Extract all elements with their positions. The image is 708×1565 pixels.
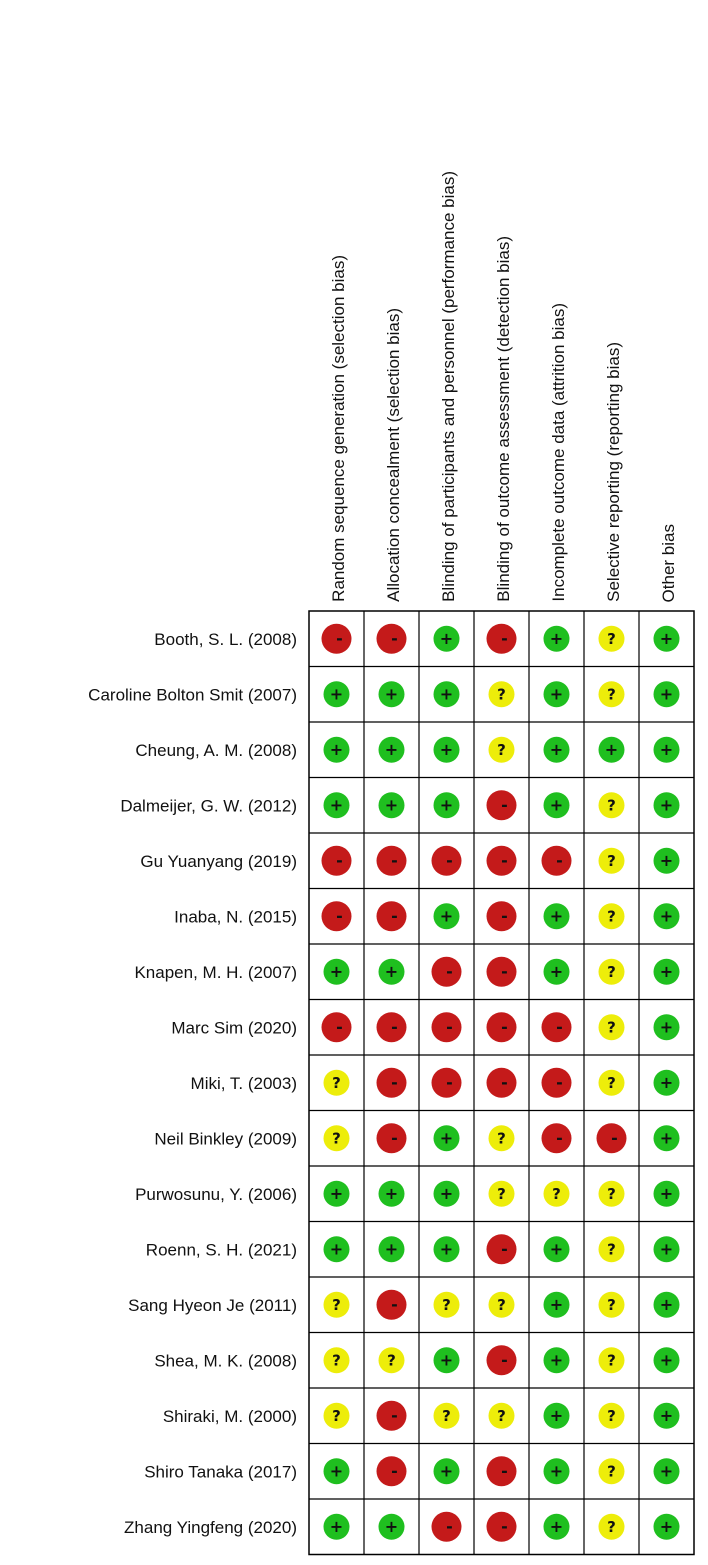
rating-symbol: + — [549, 1239, 564, 1259]
rating-mark-unclear-risk — [379, 1347, 405, 1373]
rating-symbol: ? — [607, 1351, 616, 1370]
rating-mark-low-risk — [654, 848, 680, 874]
rating-symbol: - — [501, 1461, 508, 1481]
rating-mark-unclear-risk — [599, 1292, 625, 1318]
rating-mark-low-risk — [544, 903, 570, 929]
rating-mark-unclear-risk — [599, 848, 625, 874]
rating-symbol: - — [446, 1072, 453, 1092]
rating-symbol: - — [611, 1128, 618, 1148]
rating-symbol: + — [329, 684, 344, 704]
rating-symbol: ? — [607, 796, 616, 815]
study-label: Purwosunu, Y. (2006) — [135, 1184, 297, 1204]
rating-mark-low-risk — [434, 792, 460, 818]
rating-mark-high-risk — [322, 846, 352, 876]
rating-symbol: + — [549, 1405, 564, 1425]
rating-symbol: ? — [442, 1295, 451, 1314]
rating-mark-high-risk — [377, 846, 407, 876]
rating-symbol: - — [501, 1017, 508, 1037]
rating-symbol: ? — [497, 1295, 506, 1314]
rating-symbol: ? — [332, 1295, 341, 1314]
rating-mark-low-risk — [324, 1181, 350, 1207]
rating-mark-low-risk — [654, 1070, 680, 1096]
rating-mark-low-risk — [544, 737, 570, 763]
rating-symbol: + — [439, 906, 454, 926]
rating-mark-high-risk — [542, 1123, 572, 1153]
study-label: Inaba, N. (2015) — [174, 907, 297, 927]
rating-mark-low-risk — [654, 1514, 680, 1540]
rating-mark-low-risk — [654, 959, 680, 985]
rating-symbol: ? — [332, 1073, 341, 1092]
column-header: Other bias — [658, 523, 678, 602]
rating-symbol: + — [439, 1183, 454, 1203]
rating-mark-high-risk — [377, 901, 407, 931]
rating-mark-low-risk — [654, 1347, 680, 1373]
rating-symbol: + — [439, 1239, 454, 1259]
rating-mark-high-risk — [487, 1512, 517, 1542]
rating-symbol: ? — [552, 1184, 561, 1203]
rating-mark-unclear-risk — [599, 1514, 625, 1540]
rating-mark-unclear-risk — [434, 1292, 460, 1318]
rating-symbol: + — [659, 1239, 674, 1259]
rating-symbol: + — [384, 739, 399, 759]
rating-symbol: ? — [442, 1406, 451, 1425]
rating-symbol: + — [549, 906, 564, 926]
rating-mark-unclear-risk — [489, 1292, 515, 1318]
rating-mark-unclear-risk — [434, 1403, 460, 1429]
rating-mark-unclear-risk — [599, 1347, 625, 1373]
rating-mark-high-risk — [487, 1345, 517, 1375]
study-label: Shiraki, M. (2000) — [162, 1406, 297, 1426]
rating-symbol: ? — [497, 1406, 506, 1425]
rating-symbol: ? — [607, 1462, 616, 1481]
rating-mark-low-risk — [544, 1236, 570, 1262]
rating-symbol: - — [501, 795, 508, 815]
rating-symbol: + — [659, 684, 674, 704]
rating-mark-low-risk — [654, 1403, 680, 1429]
rating-mark-low-risk — [324, 737, 350, 763]
rating-mark-low-risk — [434, 903, 460, 929]
rating-mark-low-risk — [434, 737, 460, 763]
study-label: Dalmeijer, G. W. (2012) — [120, 796, 297, 816]
column-header: Selective reporting (reporting bias) — [603, 342, 623, 602]
rating-mark-low-risk — [324, 792, 350, 818]
rating-mark-unclear-risk — [324, 1292, 350, 1318]
rating-mark-low-risk — [544, 792, 570, 818]
rating-symbol: + — [384, 1183, 399, 1203]
rating-mark-low-risk — [324, 959, 350, 985]
rating-symbol: + — [329, 1183, 344, 1203]
rating-mark-high-risk — [377, 1123, 407, 1153]
rating-symbol: ? — [607, 1295, 616, 1314]
rating-symbol: + — [329, 1239, 344, 1259]
rating-symbol: + — [549, 795, 564, 815]
study-label: Neil Binkley (2009) — [154, 1129, 297, 1149]
rating-mark-low-risk — [379, 1236, 405, 1262]
rating-mark-unclear-risk — [324, 1125, 350, 1151]
rating-mark-low-risk — [324, 1514, 350, 1540]
column-header: Allocation concealment (selection bias) — [383, 308, 403, 602]
rating-mark-low-risk — [434, 626, 460, 652]
rating-symbol: + — [659, 628, 674, 648]
rating-symbol: + — [384, 795, 399, 815]
rating-mark-unclear-risk — [599, 903, 625, 929]
rating-mark-unclear-risk — [599, 959, 625, 985]
rating-symbol: - — [556, 1017, 563, 1037]
study-label: Cheung, A. M. (2008) — [135, 740, 297, 760]
rating-symbol: - — [391, 1461, 398, 1481]
rating-symbol: + — [549, 1294, 564, 1314]
rating-mark-unclear-risk — [599, 626, 625, 652]
rating-mark-high-risk — [487, 846, 517, 876]
rating-symbol: ? — [607, 1073, 616, 1092]
rating-symbol: - — [501, 628, 508, 648]
rating-symbol: ? — [607, 1240, 616, 1259]
rating-symbol: + — [659, 795, 674, 815]
rating-symbol: - — [446, 961, 453, 981]
rating-symbol: - — [501, 1072, 508, 1092]
rating-mark-unclear-risk — [489, 737, 515, 763]
rating-symbol: - — [501, 961, 508, 981]
rating-mark-high-risk — [377, 1401, 407, 1431]
rating-mark-high-risk — [432, 1068, 462, 1098]
rating-symbol: + — [549, 628, 564, 648]
rating-symbol: + — [439, 628, 454, 648]
rating-symbol: ? — [607, 907, 616, 926]
rating-mark-high-risk — [487, 1012, 517, 1042]
rating-mark-unclear-risk — [544, 1181, 570, 1207]
rating-symbol: - — [391, 1128, 398, 1148]
rating-symbol: - — [336, 906, 343, 926]
rating-mark-high-risk — [432, 1012, 462, 1042]
rating-symbol: + — [659, 1461, 674, 1481]
rating-symbol: - — [501, 1516, 508, 1536]
rating-mark-low-risk — [599, 737, 625, 763]
rating-symbol: ? — [497, 740, 506, 759]
rating-symbol: + — [659, 1128, 674, 1148]
rating-mark-low-risk — [434, 1236, 460, 1262]
rating-mark-low-risk — [654, 1292, 680, 1318]
rating-mark-unclear-risk — [324, 1403, 350, 1429]
study-label: Shiro Tanaka (2017) — [144, 1462, 297, 1482]
rating-mark-low-risk — [434, 681, 460, 707]
rating-symbol: ? — [607, 1406, 616, 1425]
rating-mark-low-risk — [654, 903, 680, 929]
rating-symbol: + — [659, 1405, 674, 1425]
rating-symbol: ? — [607, 1018, 616, 1037]
rating-symbol: + — [604, 739, 619, 759]
rating-mark-unclear-risk — [489, 1125, 515, 1151]
rating-symbol: + — [659, 1516, 674, 1536]
rating-symbol: - — [501, 1350, 508, 1370]
rating-mark-low-risk — [379, 737, 405, 763]
study-label: Marc Sim (2020) — [171, 1018, 297, 1038]
rating-mark-unclear-risk — [489, 1403, 515, 1429]
rating-symbol: + — [549, 739, 564, 759]
rating-mark-low-risk — [379, 959, 405, 985]
rating-symbol: ? — [607, 685, 616, 704]
study-label: Knapen, M. H. (2007) — [134, 962, 297, 982]
rating-symbol: - — [391, 1405, 398, 1425]
rating-mark-low-risk — [324, 681, 350, 707]
rating-symbol: + — [329, 961, 344, 981]
rating-mark-low-risk — [379, 1181, 405, 1207]
rating-mark-high-risk — [542, 1012, 572, 1042]
rating-symbol: + — [439, 1350, 454, 1370]
rating-mark-low-risk — [654, 1125, 680, 1151]
rating-mark-low-risk — [434, 1458, 460, 1484]
rating-mark-low-risk — [654, 626, 680, 652]
rating-mark-low-risk — [654, 681, 680, 707]
rating-mark-unclear-risk — [599, 681, 625, 707]
rating-mark-low-risk — [379, 681, 405, 707]
rating-mark-high-risk — [377, 1068, 407, 1098]
rating-mark-high-risk — [487, 790, 517, 820]
rating-symbol: - — [391, 1072, 398, 1092]
rating-mark-low-risk — [544, 959, 570, 985]
rating-symbol: - — [446, 1516, 453, 1536]
rating-mark-low-risk — [654, 1014, 680, 1040]
rating-symbol: + — [329, 1516, 344, 1536]
study-label: Zhang Yingfeng (2020) — [124, 1517, 297, 1537]
column-header: Incomplete outcome data (attrition bias) — [548, 303, 568, 602]
rating-symbol: - — [556, 850, 563, 870]
rating-symbol: ? — [607, 1517, 616, 1536]
rating-symbol: + — [549, 684, 564, 704]
rating-symbol: + — [329, 795, 344, 815]
rating-symbol: - — [501, 850, 508, 870]
rating-symbol: ? — [607, 1184, 616, 1203]
study-label: Sang Hyeon Je (2011) — [128, 1295, 297, 1315]
rating-symbol: + — [329, 739, 344, 759]
study-label: Caroline Bolton Smit (2007) — [88, 685, 297, 705]
rating-mark-low-risk — [544, 1403, 570, 1429]
rating-symbol: ? — [497, 685, 506, 704]
rating-mark-low-risk — [434, 1125, 460, 1151]
rating-symbol: - — [446, 1017, 453, 1037]
rating-symbol: + — [384, 961, 399, 981]
study-label: Miki, T. (2003) — [190, 1073, 297, 1093]
rating-mark-low-risk — [654, 1458, 680, 1484]
rating-symbol: + — [439, 795, 454, 815]
rating-mark-high-risk — [377, 1290, 407, 1320]
rating-symbol: - — [336, 850, 343, 870]
rating-symbol: ? — [607, 962, 616, 981]
rating-mark-unclear-risk — [599, 1070, 625, 1096]
rating-mark-low-risk — [324, 1236, 350, 1262]
rating-mark-high-risk — [597, 1123, 627, 1153]
study-label: Booth, S. L. (2008) — [154, 629, 297, 649]
rating-symbol: ? — [332, 1129, 341, 1148]
rating-symbol: + — [549, 961, 564, 981]
rating-mark-high-risk — [487, 1068, 517, 1098]
rating-mark-high-risk — [487, 1456, 517, 1486]
rating-symbol: - — [391, 850, 398, 870]
rating-symbol: + — [659, 1017, 674, 1037]
rating-mark-high-risk — [377, 624, 407, 654]
rating-symbol: ? — [387, 1351, 396, 1370]
rating-mark-low-risk — [324, 1458, 350, 1484]
rating-symbol: ? — [497, 1129, 506, 1148]
rating-symbol: - — [501, 1239, 508, 1259]
rating-symbol: + — [439, 1128, 454, 1148]
rating-mark-unclear-risk — [599, 1403, 625, 1429]
rating-symbol: - — [391, 1294, 398, 1314]
rating-symbol: - — [556, 1072, 563, 1092]
rating-mark-high-risk — [432, 1512, 462, 1542]
rating-mark-low-risk — [544, 626, 570, 652]
rating-mark-low-risk — [654, 737, 680, 763]
study-label: Shea, M. K. (2008) — [154, 1351, 297, 1371]
rating-symbol: - — [336, 1017, 343, 1037]
rating-mark-low-risk — [544, 1514, 570, 1540]
rating-mark-high-risk — [487, 1234, 517, 1264]
rating-mark-high-risk — [487, 624, 517, 654]
rating-mark-low-risk — [434, 1181, 460, 1207]
rating-mark-unclear-risk — [324, 1347, 350, 1373]
rating-mark-high-risk — [322, 901, 352, 931]
rating-symbol: + — [659, 1072, 674, 1092]
rating-symbol: ? — [607, 629, 616, 648]
rating-symbol: - — [556, 1128, 563, 1148]
rating-symbol: + — [439, 684, 454, 704]
rating-mark-high-risk — [322, 1012, 352, 1042]
study-label: Roenn, S. H. (2021) — [145, 1240, 297, 1260]
rating-mark-low-risk — [379, 1514, 405, 1540]
rating-mark-high-risk — [322, 624, 352, 654]
rating-symbol: + — [659, 961, 674, 981]
rating-mark-unclear-risk — [599, 1458, 625, 1484]
column-header: Blinding of participants and personnel (performance bias) — [438, 171, 458, 602]
rating-symbol: ? — [607, 851, 616, 870]
rating-mark-high-risk — [542, 846, 572, 876]
rating-symbol: ? — [497, 1184, 506, 1203]
rating-mark-high-risk — [432, 957, 462, 987]
rating-symbol: + — [659, 1183, 674, 1203]
rating-mark-low-risk — [544, 1347, 570, 1373]
rating-symbol: ? — [332, 1351, 341, 1370]
rating-mark-low-risk — [654, 792, 680, 818]
rating-mark-low-risk — [544, 681, 570, 707]
rating-symbol: + — [329, 1461, 344, 1481]
rating-symbol: - — [336, 628, 343, 648]
rating-mark-high-risk — [487, 957, 517, 987]
rating-symbol: + — [549, 1461, 564, 1481]
column-header: Blinding of outcome assessment (detection bias) — [493, 236, 513, 602]
rating-symbol: + — [549, 1350, 564, 1370]
rating-symbol: + — [659, 1350, 674, 1370]
rating-symbol: - — [391, 906, 398, 926]
rating-mark-low-risk — [434, 1347, 460, 1373]
rating-symbol: + — [659, 739, 674, 759]
rating-symbol: + — [439, 739, 454, 759]
study-label: Gu Yuanyang (2019) — [140, 851, 297, 871]
rating-symbol: + — [659, 850, 674, 870]
column-header: Random sequence generation (selection bias) — [328, 255, 348, 602]
rating-symbol: + — [384, 1239, 399, 1259]
rating-mark-low-risk — [654, 1181, 680, 1207]
rating-mark-low-risk — [544, 1292, 570, 1318]
rating-symbol: - — [391, 1017, 398, 1037]
rating-mark-low-risk — [379, 792, 405, 818]
rating-symbol: + — [384, 1516, 399, 1536]
rating-symbol: + — [439, 1461, 454, 1481]
rating-mark-high-risk — [487, 901, 517, 931]
rating-symbol: + — [659, 1294, 674, 1314]
rating-symbol: + — [384, 684, 399, 704]
rating-mark-unclear-risk — [599, 1181, 625, 1207]
rating-mark-low-risk — [654, 1236, 680, 1262]
rating-symbol: ? — [332, 1406, 341, 1425]
rating-mark-low-risk — [544, 1458, 570, 1484]
rating-mark-unclear-risk — [599, 1014, 625, 1040]
rating-mark-high-risk — [377, 1012, 407, 1042]
rating-mark-unclear-risk — [324, 1070, 350, 1096]
rating-mark-high-risk — [542, 1068, 572, 1098]
rating-symbol: - — [501, 906, 508, 926]
rating-mark-unclear-risk — [489, 681, 515, 707]
rating-symbol: + — [549, 1516, 564, 1536]
rating-symbol: - — [446, 850, 453, 870]
rating-mark-unclear-risk — [599, 792, 625, 818]
rating-mark-unclear-risk — [489, 1181, 515, 1207]
rating-symbol: - — [391, 628, 398, 648]
rating-mark-high-risk — [377, 1456, 407, 1486]
rating-symbol: + — [659, 906, 674, 926]
rating-mark-high-risk — [432, 846, 462, 876]
rating-mark-unclear-risk — [599, 1236, 625, 1262]
